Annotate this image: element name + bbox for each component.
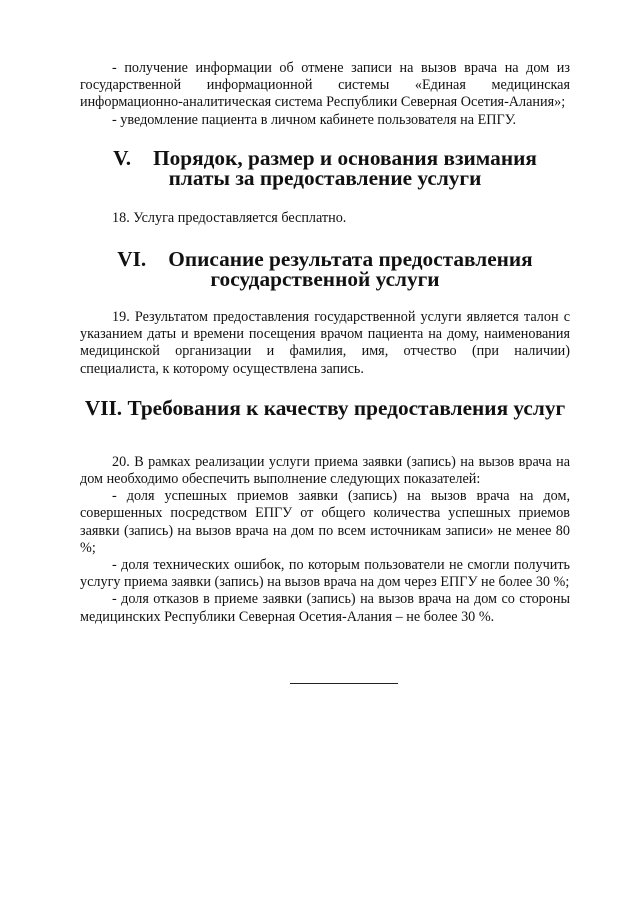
section-5-title: Порядок, размер и основания взимания платы за предоставление услуги: [153, 145, 537, 190]
section-7-heading: VII. Требования к качеству предоставления услуг: [84, 395, 566, 420]
spacer: [80, 188, 570, 210]
section-5-number: V.: [113, 145, 132, 170]
document-page: [80, 60, 570, 626]
spacer: [80, 418, 570, 454]
spacer: [80, 378, 570, 398]
spacer: [80, 227, 570, 249]
section-5-heading: [80, 145, 570, 190]
section-6-title: Описание результата предоставления государственной услуги: [168, 247, 533, 292]
paragraph-20: 20. В рамках реализации услуги приема заявки (запись) на вызов врача на дом необходимо обеспечить выполнение следующих показателей:: [80, 453, 570, 488]
indicator-item-2: - доля технических ошибок, по которым пользователи не смогли получить услугу приема заявки (запись) на вызов врача на дом через ЕПГУ не более 30 %;: [80, 557, 570, 591]
intro-item-2: - уведомление пациента в личном кабинете пользователя на ЕПГУ.: [112, 111, 516, 128]
section-6-number: VI.: [117, 247, 147, 272]
spacer: [80, 289, 570, 309]
paragraph-19: 19. Результатом предоставления государственной услуги является талон с указанием даты и времени посещения врачом пациента на дому, наименования медицинской организации и фамилия, имя, отчество (при наличии) специалиста, к которому осуществлена запись.: [80, 309, 570, 377]
intro-item-1: - получение информации об отмене записи на вызов врача на дом из государственной информационной системы «Единая медицинская информационно-аналитическая система Республики Северная Осетия-Алания»;: [80, 60, 570, 111]
paragraph-18: 18. Услуга предоставляется бесплатно.: [112, 209, 347, 226]
indicator-item-1: - доля успешных приемов заявки (запись) на вызов врача на дом, совершенных посредством ЕПГУ от общего количества успешных приемов заявки (запись) на вызов врача на дом по всем источникам записи» не менее 80 %;: [80, 488, 570, 556]
section-6-heading: [80, 247, 570, 292]
indicator-item-3: - доля отказов в приеме заявки (запись) на вызов врача на дом со стороны медицинских Республики Северная Осетия-Алания – не более 30 %.: [80, 591, 570, 625]
end-divider: [290, 683, 398, 684]
